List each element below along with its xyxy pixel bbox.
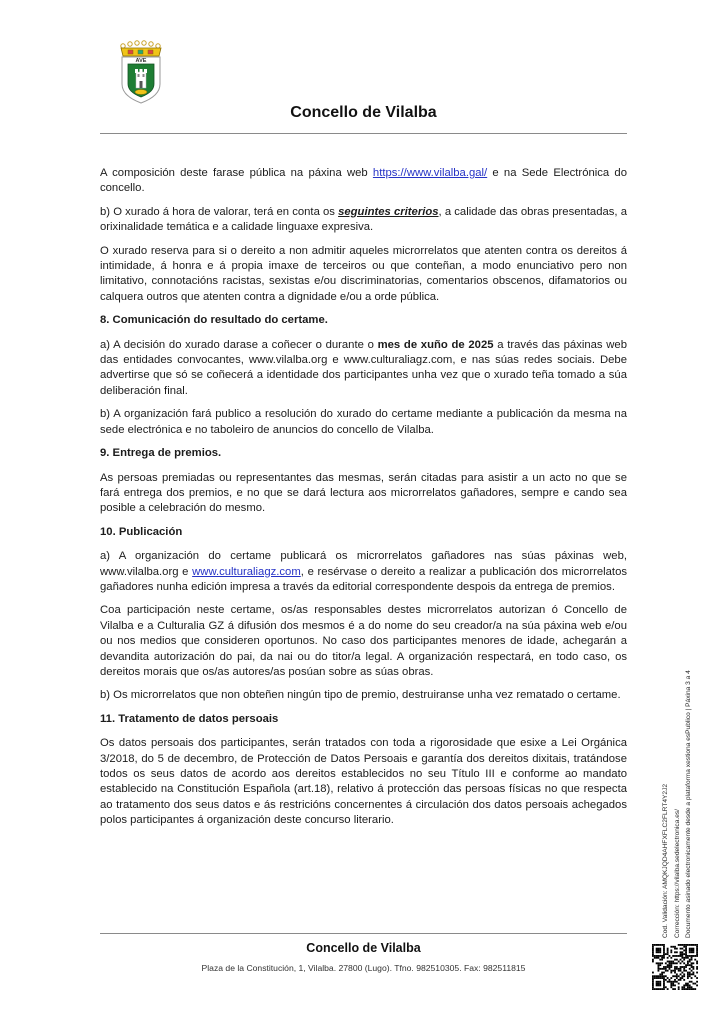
text-segment: As persoas premiadas ou representantes das mesmas, serán citadas para asistir a un acto no que se fará entrega dos premios, e no que se dará lectura aos microrrelatos gañadores, sempre e cando sea posible a celebración do mesmo. bbox=[100, 471, 627, 515]
footer-title: Concello de Vilalba bbox=[306, 941, 421, 955]
document-body bbox=[100, 166, 627, 837]
qr-code bbox=[652, 944, 698, 990]
text-segment: 11. Tratamento de datos persoais bbox=[100, 712, 279, 725]
section-heading bbox=[100, 712, 627, 727]
text-segment: a) A decisión do xurado darase a coñecer o durante o bbox=[100, 338, 378, 351]
signature-info-line: Documento asinado electronicamente desde a plataforma xestiona esPublico | Páxina 3 a 4 bbox=[685, 670, 692, 938]
text-segment: A composición deste farase pública na páxina web bbox=[100, 167, 373, 179]
text-segment: Os datos persoais dos participantes, serán tratados con toda a rigorosidade que esixe a Lei Orgánica 3/2018, do 5 de decembro, de Protección de Datos Persoais e garantía dos dereitos dixitais, tratándose todos os seus datos de acordo aos dereitos establecidos no seu Título III e conforme ao mandato establecido na Constitución Española (art.18), relativo á protección das persoas físicas no que respecta ao tratamento dos seus datos e ás restricións concernentes á circulación dos datos persoais achegados polos participantes á organización deste concurso literario. bbox=[100, 737, 627, 827]
section-heading bbox=[100, 525, 627, 540]
body-paragraph bbox=[100, 205, 627, 236]
text-segment: e na Sede Electrónica do concello. bbox=[100, 167, 627, 195]
validation-strip bbox=[660, 602, 695, 938]
logo-motto: AVE bbox=[135, 58, 147, 64]
body-paragraph bbox=[100, 244, 627, 306]
page-title: Concello de Vilalba bbox=[290, 104, 437, 121]
footer-divider bbox=[100, 933, 627, 934]
text-segment: b) A organización fará publico a resolución do xurado do certame mediante a publicación da mesma na sede electrónica e no taboleiro de anuncios do concello de Vilalba. bbox=[100, 408, 627, 436]
text-segment: 9. Entrega de premios. bbox=[100, 447, 222, 460]
text-segment: 10. Publicación bbox=[100, 525, 183, 538]
text-segment: O xurado reserva para si o dereito a non admitir aqueles microrrelatos que atenten contra os dereitos á intimidade, á honra e á propia imaxe de terceiros ou que conteñan, a modo enunciativo pero non limitativo, connotacións racistas, sexistas e/ou discriminatorias, comentarios obscenos, difamatorios ou calquera outros que atenten contra a dignidade e/ou a orde pública. bbox=[100, 244, 627, 303]
text-segment: a) A organización do certame publicará os microrrelatos gañadores nas súas páxinas web, www.vilalba.org e bbox=[100, 550, 627, 578]
body-paragraph bbox=[100, 688, 627, 703]
text-segment: , e resérvase o dereito a realizar a publicación dos microrrelatos gañadores nunha edición impresa a través da editorial correspondente despois da entrega de premios. bbox=[100, 565, 627, 593]
text-segment: 8. Comunicación do resultado do certame. bbox=[100, 314, 328, 327]
inline-link[interactable]: https://www.vilalba.gal/ bbox=[372, 167, 488, 179]
body-paragraph bbox=[100, 736, 627, 828]
body-paragraph bbox=[100, 166, 627, 197]
footer-address: Plaza de la Constitución, 1, Vilalba. 27800 (Lugo). Tfno. 982510305. Fax: 982511815 bbox=[201, 963, 526, 973]
verification-url-line: Corrección: https://vilalba.sedelectronica.es/ bbox=[673, 808, 681, 938]
inline-link[interactable]: www.culturaliagz.com bbox=[192, 565, 301, 578]
text-segment: a través das páxinas web das entidades convocantes, www.vilalba.org e www.culturaliagz.com, e nas súas redes sociais. Debe advertirse que só se coñecerá a identidade dos participantes unha vez que o xurado teña tomado a súa deliberación final. bbox=[100, 338, 627, 397]
body-paragraph bbox=[100, 338, 627, 400]
coat-of-arms-svg bbox=[116, 40, 166, 106]
body-paragraph bbox=[100, 471, 627, 517]
vilalba-coat-of-arms-icon bbox=[116, 40, 166, 106]
text-segment: Coa participación neste certame, os/as responsables destes microrrelatos autorizan ó Concello de Vilalba e a Culturalia GZ á difusión dos mesmos é a do nome do seu creador/a na súa páxina web e/ou ou nos medios que consideren oportunos. No caso dos participantes menores de idade, achegarán a devandita autorización do pai, da nai ou do titor/a legal. A organización respectará, en todo caso, os dereitos morais que os/as autores/as posúan sobre as súas obras. bbox=[100, 604, 627, 678]
text-segment: b) Os microrrelatos que non obteñen ningún tipo de premio, destruiranse unha vez rematado o certame. bbox=[100, 689, 621, 702]
validation-code-line: Cod. Validación: AMQKJQD4AHFXFLC2FLRT4Y2J2 bbox=[662, 783, 669, 938]
crown-icon bbox=[121, 41, 161, 56]
body-paragraph bbox=[100, 549, 627, 595]
header-divider bbox=[100, 133, 627, 134]
section-heading bbox=[100, 313, 627, 328]
body-paragraph bbox=[100, 407, 627, 438]
section-heading bbox=[100, 446, 627, 461]
text-segment: , a calidade das obras presentadas, a orixinalidade temática e a calidade linguaxe expresiva. bbox=[100, 205, 627, 234]
body-paragraph bbox=[100, 603, 627, 680]
tower-icon bbox=[135, 69, 147, 95]
text-segment: mes de xuño de 2025 bbox=[377, 338, 494, 351]
text-segment: b) O xurado á hora de valorar, terá en conta os bbox=[100, 205, 339, 218]
text-segment: seguintes criterios bbox=[338, 205, 439, 218]
